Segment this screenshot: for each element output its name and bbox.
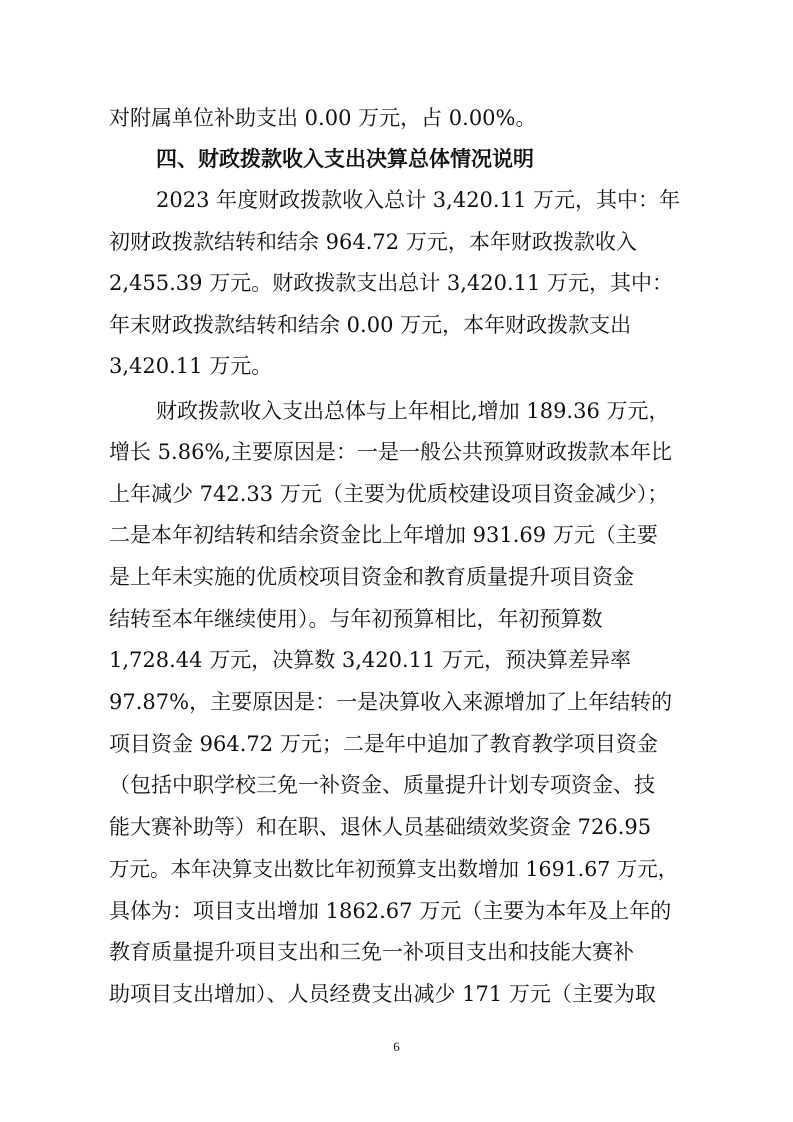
text-line: 1,728.44 万元，决算数 3,420.11 万元，预决算差异率 bbox=[109, 648, 632, 672]
text-line: 对附属单位补助支出 0.00 万元，占 0.00%。 bbox=[109, 106, 537, 130]
text-line: 初财政拨款结转和结余 964.72 万元，本年财政拨款收入 bbox=[109, 230, 637, 254]
section-heading: 四、财政拨款收入支出决算总体情况说明 bbox=[156, 147, 534, 171]
text-line: 二是本年初结转和结余资金比上年增加 931.69 万元（主要 bbox=[109, 523, 658, 547]
text-line: （包括中职学校三免一补资金、质量提升计划专项资金、技 bbox=[109, 773, 655, 797]
page-number: 6 bbox=[393, 1039, 400, 1054]
text-line: 增长 5.86%,主要原因是：一是一般公共预算财政拨款本年比 bbox=[109, 440, 673, 464]
text-line: 97.87%，主要原因是：一是决算收入来源增加了上年结转的 bbox=[109, 690, 673, 714]
text-line: 具体为：项目支出增加 1862.67 万元（主要为本年及上年的 bbox=[109, 899, 672, 923]
text-line: 2,455.39 万元。财政拨款支出总计 3,420.11 万元，其中： bbox=[109, 271, 674, 295]
text-line: 2023 年度财政拨款收入总计 3,420.11 万元，其中：年 bbox=[156, 188, 680, 212]
text-line: 能大赛补助等）和在职、退休人员基础绩效奖资金 726.95 bbox=[109, 815, 652, 839]
text-line: 上年减少 742.33 万元（主要为优质校建设项目资金减少）； bbox=[109, 482, 669, 506]
text-line: 助项目支出增加）、人员经费支出减少 171 万元（主要为取 bbox=[109, 982, 656, 1006]
text-line: 项目资金 964.72 万元；二是年中追加了教育教学项目资金 bbox=[109, 732, 658, 756]
text-line: 万元。本年决算支出数比年初预算支出数增加 1691.67 万元， bbox=[109, 857, 679, 881]
text-line: 财政拨款收入支出总体与上年相比,增加 189.36 万元， bbox=[156, 399, 670, 423]
text-line: 3,420.11 万元。 bbox=[109, 354, 273, 378]
text-line: 教育质量提升项目支出和三免一补项目支出和技能大赛补 bbox=[109, 940, 634, 964]
text-line: 结转至本年继续使用）。与年初预算相比，年初预算数 bbox=[109, 607, 603, 631]
text-line: 是上年未实施的优质校项目资金和教育质量提升项目资金 bbox=[109, 565, 634, 589]
text-line: 年末财政拨款结转和结余 0.00 万元，本年财政拨款支出 bbox=[109, 313, 632, 337]
